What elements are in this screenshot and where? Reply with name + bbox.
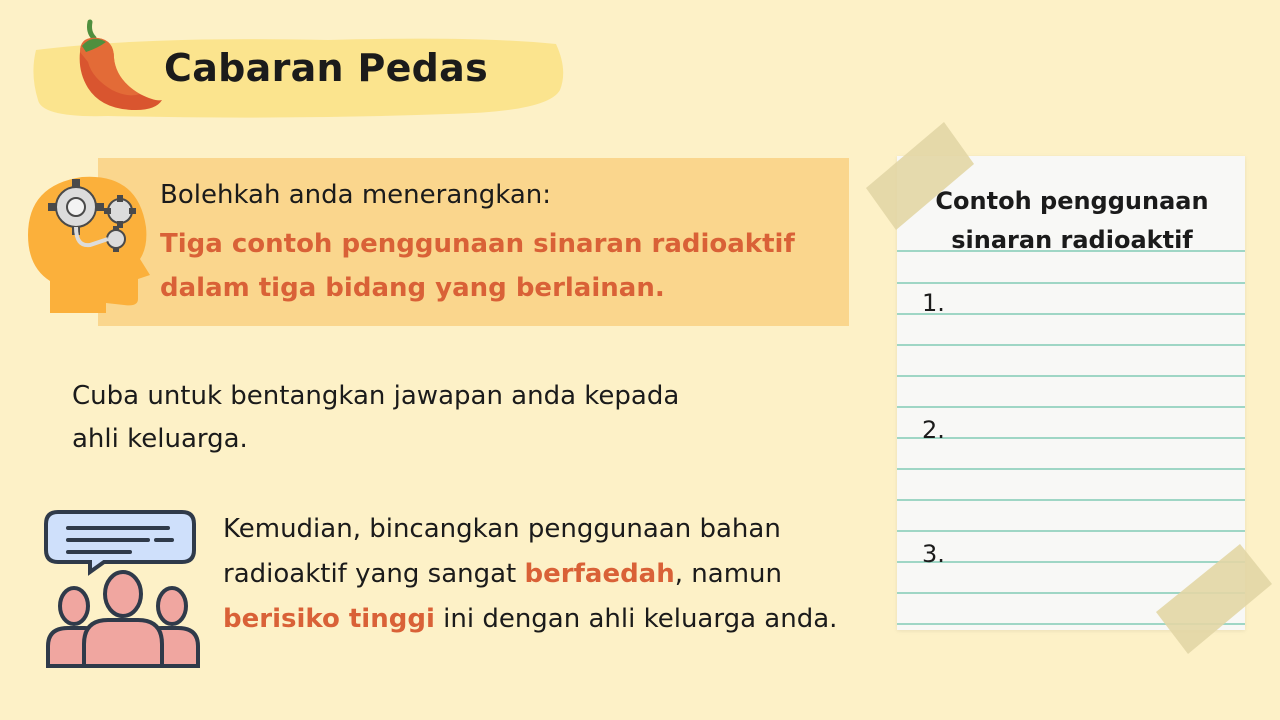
page-title: Cabaran Pedas xyxy=(164,46,489,90)
head-gears-icon xyxy=(20,163,160,313)
highlight-beneficial: berfaedah xyxy=(524,559,675,589)
discussion-text-part2: , namun xyxy=(674,559,782,589)
note-rule-line xyxy=(897,437,1245,439)
tape-top-left xyxy=(860,118,980,238)
note-rule-line xyxy=(897,344,1245,346)
highlight-high-risk: berisiko tinggi xyxy=(223,604,435,634)
instruction-text: Cuba untuk bentangkan jawapan anda kepada ahli keluarga. xyxy=(72,381,680,454)
answer-slot-1-label: 1. xyxy=(922,289,945,317)
note-rule-line xyxy=(897,375,1245,377)
question-main-text: Tiga contoh penggunaan sinaran radioaktif dalam tiga bidang yang berlainan. xyxy=(160,229,795,303)
tape-bottom-right xyxy=(1150,540,1276,660)
note-rule-line xyxy=(897,468,1245,470)
question-lead-text: Bolehkah anda menerangkan: xyxy=(160,180,552,210)
group-discussion-icon xyxy=(44,508,202,670)
note-rule-line xyxy=(897,499,1245,501)
note-title: Contoh penggunaan sinaran radioaktif xyxy=(935,187,1209,254)
note-rule-line xyxy=(897,530,1245,532)
note-rule-line xyxy=(897,313,1245,315)
note-rule-line xyxy=(897,406,1245,408)
note-rule-line xyxy=(897,282,1245,284)
discussion-text-part3: ini dengan ahli keluarga anda. xyxy=(434,604,838,634)
answer-slot-2-label: 2. xyxy=(922,416,945,444)
discussion-text-part1: Kemudian, bincangkan penggunaan bahan radioaktif yang sangat xyxy=(223,514,781,589)
chili-pepper-icon xyxy=(66,18,172,118)
discussion-text xyxy=(223,507,873,642)
answer-slot-3-label: 3. xyxy=(922,540,945,568)
